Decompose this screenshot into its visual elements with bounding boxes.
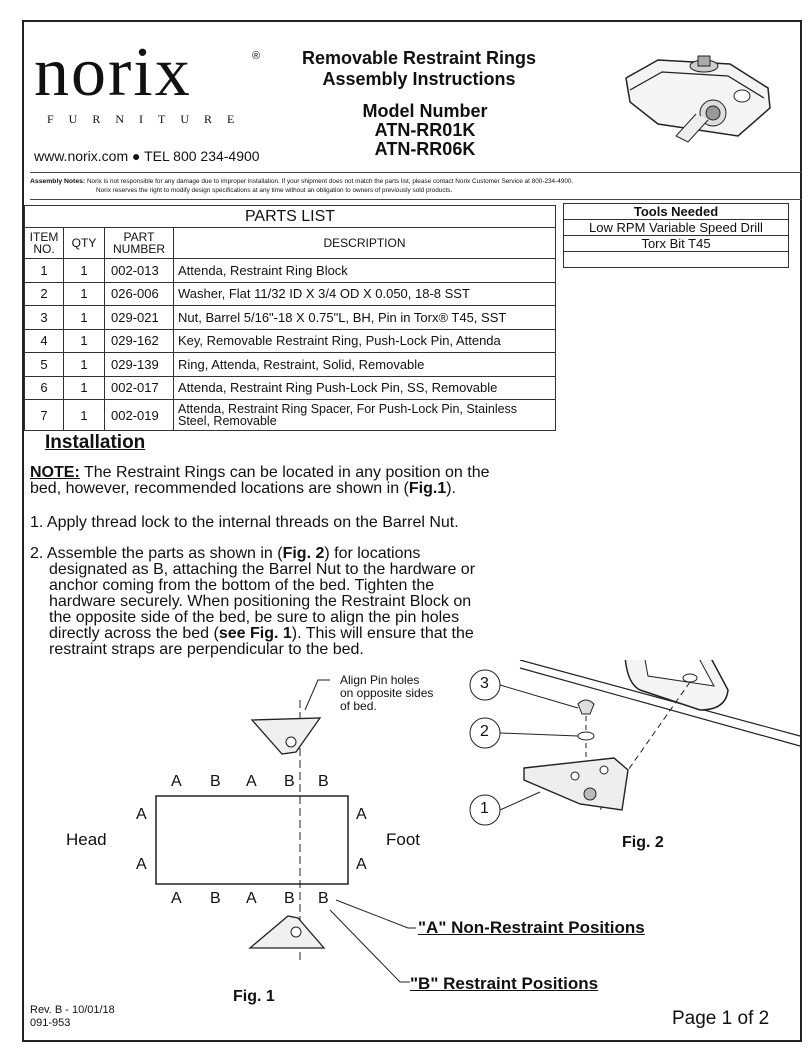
- parts-list-title: PARTS LIST: [25, 206, 556, 228]
- bottom-block: [250, 916, 324, 948]
- top-letter: A: [171, 773, 182, 790]
- top-letter: B: [284, 773, 295, 790]
- table-row: 2 1 026-006 Washer, Flat 11/32 ID X 3/4 OD X 0.050, 18-8 SST: [25, 282, 556, 306]
- norix-logo: norix: [34, 34, 192, 111]
- top-letter: B: [210, 773, 221, 790]
- fig2-caption: Fig. 2: [622, 834, 664, 851]
- document-title: Removable Restraint Rings Assembly Instructions: [301, 48, 537, 89]
- callout-2: 2: [480, 723, 489, 740]
- restraint-ring-illustration: [618, 50, 788, 158]
- installation-note: NOTE: The Restraint Rings can be located in any position on the bed, however, recommended locations are shown in (Fig.1).: [30, 464, 490, 497]
- col-description: DESCRIPTION: [174, 228, 556, 259]
- tools-title: Tools Needed: [564, 204, 789, 220]
- top-letter: A: [246, 773, 257, 790]
- bottom-letter: A: [246, 890, 257, 907]
- callout-1: 1: [480, 800, 489, 817]
- tools-needed-table: [563, 203, 789, 268]
- right-letter: A: [356, 806, 367, 823]
- washer: [578, 732, 594, 740]
- bottom-letter: B: [318, 890, 329, 907]
- tool-item: Low RPM Variable Speed Drill: [564, 220, 789, 236]
- tool-item: Torx Bit T45: [564, 236, 789, 252]
- table-row: 7 1 002-019 Attenda, Restraint Ring Spacer, For Push-Lock Pin, Stainless Steel, Removable: [25, 400, 556, 431]
- right-letter: A: [356, 856, 367, 873]
- col-qty: QTY: [64, 228, 105, 259]
- barrel-nut: [578, 700, 594, 714]
- table-row: 1 1 002-013 Attenda, Restraint Ring Block: [25, 259, 556, 283]
- page-number: Page 1 of 2: [672, 1008, 770, 1029]
- assembly-notes: Assembly Notes: Norix is not responsible for any damage due to improper installation. If your shipment does not match the parts list, please contact Norix Customer Service at 800-234-4900. Norix reserves the right to modify design specifications at any time without an obligation to owners of previously sold products.: [30, 178, 574, 194]
- top-letter: B: [318, 773, 329, 790]
- align-note: Align Pin holes on opposite sides of bed.: [340, 673, 434, 713]
- bottom-letter: B: [210, 890, 221, 907]
- step-2: 2. Assemble the parts as shown in (Fig. 2) for locations designated as B, attaching the Barrel Nut to the hardware or anchor coming from the bottom of the bed. Tighten the hardware securely. When positioning the Restraint Block on the opposite side of the bed, be sure to align the pin holes directly across the bed (see Fig. 1). This will ensure that the restraint straps are perpendicular to the bed.: [30, 545, 476, 658]
- table-row: 5 1 029-139 Ring, Attenda, Restraint, Solid, Removable: [25, 353, 556, 377]
- col-part-number: PART NUMBER: [105, 228, 174, 259]
- bottom-letter: B: [284, 890, 295, 907]
- bed-outline: [156, 796, 348, 884]
- left-letter: A: [136, 856, 147, 873]
- a-positions-label: "A" Non-Restraint Positions: [418, 918, 645, 937]
- installation-heading: Installation: [45, 432, 146, 453]
- restraint-block: [524, 758, 628, 810]
- table-row: 4 1 029-162 Key, Removable Restraint Ring, Push-Lock Pin, Attenda: [25, 329, 556, 353]
- col-item: ITEM NO.: [25, 228, 64, 259]
- step-1: 1. Apply thread lock to the internal threads on the Barrel Nut.: [30, 514, 459, 531]
- logo-subtitle: FURNITURE: [47, 112, 250, 126]
- header-divider: [30, 172, 802, 173]
- foot-label: Foot: [386, 830, 421, 849]
- left-letter: A: [136, 806, 147, 823]
- table-row: 6 1 002-017 Attenda, Restraint Ring Push-Lock Pin, SS, Removable: [25, 376, 556, 400]
- b-positions-label: "B" Restraint Positions: [410, 974, 599, 993]
- contact-line: www.norix.com ● TEL 800 234-4900: [34, 148, 260, 164]
- bottom-letter: A: [171, 890, 182, 907]
- top-block: [252, 718, 320, 754]
- head-label: Head: [66, 830, 107, 849]
- notes-divider: [30, 199, 802, 200]
- tool-item: [564, 252, 789, 268]
- parts-list-table: [24, 205, 556, 431]
- fig1-caption: Fig. 1: [233, 988, 275, 1005]
- table-row: 3 1 029-021 Nut, Barrel 5/16"-18 X 0.75"L, BH, Pin in Torx® T45, SST: [25, 306, 556, 330]
- callout-3: 3: [480, 675, 489, 692]
- model-number-block: Model Number ATN-RR01K ATN-RR06K: [362, 101, 488, 159]
- fig1-diagram: [0, 660, 808, 1040]
- registered-mark: ®: [252, 50, 261, 62]
- revision-info: Rev. B - 10/01/18 091-953: [30, 1004, 115, 1029]
